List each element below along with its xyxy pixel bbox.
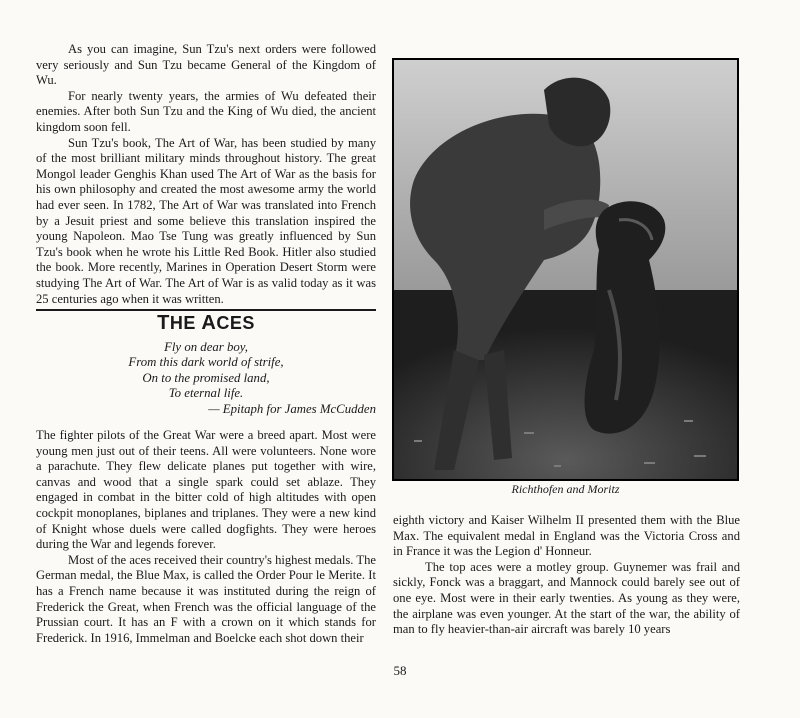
paragraph: As you can imagine, Sun Tzu's next orders were followed very seriously and Sun Tzu became General of the Kingdom of Wu. <box>36 42 376 88</box>
aces-text-continued <box>393 513 740 638</box>
paragraph: Most of the aces received their country's highest medals. The German medal, the Blue Max, is called the Order Pour le Merite. It has a French name because it was instituted during the reign of Frederick the Great, when French was the official language of the Prussian court. It has an F with a crown on it which stands for Frederick. In 1916, Immelman and Boelcke each shot down their <box>36 552 376 645</box>
photo-caption: Richthofen and Moritz <box>511 482 620 496</box>
photograph <box>392 58 739 481</box>
poem-line: On to the promised land, <box>142 370 270 385</box>
epitaph-poem <box>36 340 376 417</box>
paragraph: eighth victory and Kaiser Wilhelm II presented them with the Blue Max. The equivalent medal in England was the Victoria Cross and in France it was the Legion d' Honneur. <box>393 513 740 559</box>
intro-text-column <box>36 42 376 307</box>
photo-illustration <box>394 60 737 479</box>
page-number: 58 <box>393 663 407 678</box>
section-divider <box>36 309 376 311</box>
paragraph: For nearly twenty years, the armies of Wu defeated their enemies. After both Sun Tzu and the King of Wu died, the ancient kingdom soon fell. <box>36 88 376 134</box>
poem-line: From this dark world of strife, <box>128 355 284 370</box>
paragraph: The top aces were a motley group. Guynemer was frail and sickly, Fonck was a braggart, and Mannock could barely see out of one eye. Most were in their early twenties. As young as they were, the airplane was even younger. At the start of the war, the ability of man to fly heavier-than-air aircraft was barely 10 years <box>393 559 740 637</box>
section-heading: THE ACES <box>157 312 255 334</box>
paragraph: Sun Tzu's book, The Art of War, has been studied by many of the most brilliant military minds throughout history. The great Mongol leader Genghis Khan used The Art of War as the basis for his own philosophy and created the most awesome army the world had ever seen. In 1782, The Art of War was translated into French by a Jesuit priest and some believe this translation inspired the young Napoleon. Mao Tse Tung was greatly influenced by Sun Tzu's book when he wrote his Little Red Book. Hitler also studied the book. More recently, Marines in Operation Desert Storm were studying The Art of War. The Art of War is as valid today as it was 25 centuries ago when it was written. <box>36 135 376 306</box>
poem-attribution: — Epitaph for James McCudden <box>208 401 376 416</box>
paragraph: The fighter pilots of the Great War were a breed apart. Most were young men just out of their teens. All were volunteers. None wore a parachute. They flew delicate planes put together with wire, canvas and wood that a single spark could set ablaze. They engaged in combat in the bitter cold of high altitudes with open cockpit monoplanes, biplanes and triplanes. They were a new kind of Knight whose duels were called dogfights. They were heroes during the War and legends forever. <box>36 428 376 552</box>
aces-text-column <box>36 428 376 646</box>
poem-line: To eternal life. <box>168 386 244 401</box>
poem-line: Fly on dear boy, <box>164 340 248 354</box>
